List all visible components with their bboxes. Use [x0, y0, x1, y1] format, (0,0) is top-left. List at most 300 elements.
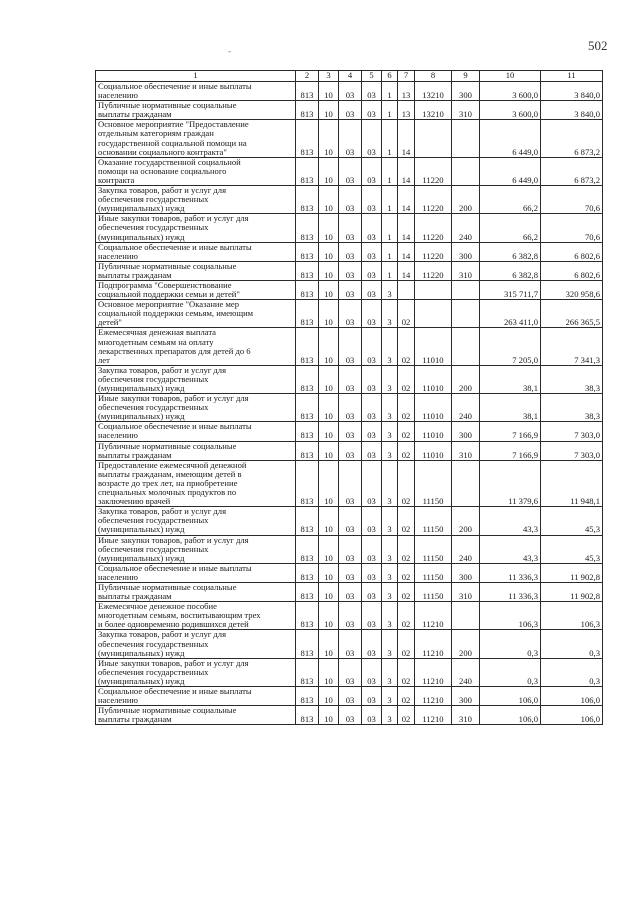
cell-c6: 3 — [382, 507, 398, 535]
cell-c9 — [452, 300, 480, 328]
cell-c7: 13 — [398, 82, 415, 101]
table-row — [96, 706, 603, 725]
cell-c10: 7 166,9 — [480, 441, 541, 460]
cell-c8 — [415, 300, 452, 328]
cell-c2: 813 — [296, 300, 319, 328]
row-name-line: (муниципальных) нужд — [98, 411, 185, 422]
row-name-cell — [96, 186, 296, 214]
cell-c6: 1 — [382, 82, 398, 101]
cell-c7: 02 — [398, 460, 415, 506]
row-name-line: (муниципальных) нужд — [98, 524, 185, 535]
row-name-line: (муниципальных) нужд — [98, 552, 185, 563]
table-row — [96, 280, 603, 299]
cell-c2: 813 — [296, 441, 319, 460]
cell-c10: 66,2 — [480, 186, 541, 214]
cell-c5: 03 — [362, 535, 382, 563]
cell-c3: 10 — [319, 82, 339, 101]
table-header-row — [96, 71, 603, 82]
table-row — [96, 535, 603, 563]
cell-c9: 200 — [452, 186, 480, 214]
cell-c8 — [415, 120, 452, 157]
row-name-line: Оказание государственной социальной — [98, 157, 241, 167]
cell-c4: 03 — [339, 602, 362, 630]
cell-c10: 7 205,0 — [480, 328, 541, 365]
cell-c7: 14 — [398, 186, 415, 214]
cell-c10: 6 382,8 — [480, 242, 541, 261]
row-name-line: обеспечения государственных — [98, 515, 209, 526]
cell-c4: 03 — [339, 460, 362, 506]
row-name-cell — [96, 394, 296, 422]
cell-c8: 11210 — [415, 687, 452, 706]
cell-c3: 10 — [319, 460, 339, 506]
cell-c8: 13210 — [415, 101, 452, 120]
cell-c10: 106,0 — [480, 687, 541, 706]
cell-c10: 3 600,0 — [480, 101, 541, 120]
cell-c5: 03 — [362, 261, 382, 280]
cell-c8: 11010 — [415, 441, 452, 460]
table-row — [96, 157, 603, 185]
cell-c6: 1 — [382, 261, 398, 280]
cell-c9 — [452, 280, 480, 299]
cell-c7: 02 — [398, 602, 415, 630]
cell-c11: 6 802,6 — [541, 242, 603, 261]
table-row — [96, 507, 603, 535]
row-name-line: населению — [98, 695, 138, 706]
cell-c4: 03 — [339, 658, 362, 686]
row-name-line: возрасте до трех лет, на приобретение — [98, 477, 238, 488]
row-name-line: Иные закупки товаров, работ и услуг для — [98, 393, 249, 404]
cell-c9 — [452, 328, 480, 365]
cell-c7: 14 — [398, 157, 415, 185]
table-row — [96, 658, 603, 686]
header-cell: 11 — [541, 71, 603, 82]
row-name-line: специальных молочных продуктов по — [98, 487, 237, 498]
row-name-line: обеспечения государственных — [98, 543, 209, 554]
cell-c2: 813 — [296, 328, 319, 365]
cell-c2: 813 — [296, 630, 319, 658]
cell-c9: 240 — [452, 394, 480, 422]
cell-c5: 03 — [362, 441, 382, 460]
table-body — [96, 82, 603, 725]
cell-c6: 3 — [382, 422, 398, 441]
cell-c4: 03 — [339, 706, 362, 725]
cell-c10: 11 336,3 — [480, 582, 541, 601]
cell-c8: 11220 — [415, 186, 452, 214]
cell-c9 — [452, 460, 480, 506]
row-name-line: Ежемесячная денежная выплата — [98, 327, 216, 338]
row-name-line: Закупка товаров, работ и услуг для — [98, 185, 227, 196]
cell-c10: 0,3 — [480, 630, 541, 658]
cell-c5: 03 — [362, 706, 382, 725]
cell-c3: 10 — [319, 101, 339, 120]
row-name-line: социальной поддержки семьям, имеющим — [98, 308, 254, 319]
cell-c7: 02 — [398, 563, 415, 582]
cell-c11: 3 840,0 — [541, 82, 603, 101]
cell-c9: 300 — [452, 563, 480, 582]
row-name-line: помощи на основание социального — [98, 165, 227, 176]
cell-c5: 03 — [362, 101, 382, 120]
cell-c4: 03 — [339, 214, 362, 242]
cell-c3: 10 — [319, 280, 339, 299]
cell-c7: 02 — [398, 300, 415, 328]
row-name-line: Ежемесячное денежное пособие — [98, 601, 217, 612]
cell-c3: 10 — [319, 157, 339, 185]
cell-c9 — [452, 120, 480, 157]
cell-c4: 03 — [339, 582, 362, 601]
cell-c9: 300 — [452, 242, 480, 261]
cell-c3: 10 — [319, 242, 339, 261]
cell-c8 — [415, 280, 452, 299]
cell-c2: 813 — [296, 120, 319, 157]
cell-c8: 11010 — [415, 394, 452, 422]
cell-c6: 3 — [382, 365, 398, 393]
row-name-line: и более одновременно родившихся детей — [98, 619, 249, 630]
cell-c3: 10 — [319, 300, 339, 328]
cell-c10: 66,2 — [480, 214, 541, 242]
row-name-line: социальной поддержки семьи и детей" — [98, 289, 240, 300]
row-name-cell — [96, 602, 296, 630]
cell-c5: 03 — [362, 214, 382, 242]
cell-c2: 813 — [296, 280, 319, 299]
cell-c6: 1 — [382, 120, 398, 157]
cell-c9: 310 — [452, 582, 480, 601]
cell-c4: 03 — [339, 280, 362, 299]
row-name-line: обеспечения государственных — [98, 222, 209, 233]
cell-c9: 240 — [452, 658, 480, 686]
row-name-line: лет — [98, 354, 110, 365]
cell-c9: 240 — [452, 214, 480, 242]
cell-c10: 11 336,3 — [480, 563, 541, 582]
cell-c5: 03 — [362, 507, 382, 535]
row-name-line: выплаты гражданам — [98, 109, 172, 120]
cell-c3: 10 — [319, 214, 339, 242]
header-cell: 8 — [415, 71, 452, 82]
cell-c9: 310 — [452, 441, 480, 460]
cell-c10: 6 449,0 — [480, 120, 541, 157]
cell-c5: 03 — [362, 658, 382, 686]
cell-c8: 11220 — [415, 242, 452, 261]
cell-c4: 03 — [339, 120, 362, 157]
cell-c11: 266 365,5 — [541, 300, 603, 328]
cell-c9: 240 — [452, 535, 480, 563]
row-name-line: Основное мероприятие "Предоставление — [98, 119, 249, 130]
cell-c6: 3 — [382, 460, 398, 506]
row-name-line: государственной социальной помощи на — [98, 137, 247, 148]
cell-c4: 03 — [339, 394, 362, 422]
cell-c8: 13210 — [415, 82, 452, 101]
cell-c7: 02 — [398, 535, 415, 563]
cell-c6: 3 — [382, 280, 398, 299]
cell-c2: 813 — [296, 82, 319, 101]
cell-c9: 310 — [452, 261, 480, 280]
cell-c10: 38,1 — [480, 365, 541, 393]
cell-c5: 03 — [362, 157, 382, 185]
cell-c4: 03 — [339, 507, 362, 535]
header-cell: 4 — [339, 71, 362, 82]
cell-c6: 3 — [382, 582, 398, 601]
cell-c9: 300 — [452, 82, 480, 101]
table-row — [96, 422, 603, 441]
cell-c6: 3 — [382, 658, 398, 686]
cell-c11: 11 902,8 — [541, 582, 603, 601]
table-row — [96, 82, 603, 101]
row-name-line: населению — [98, 571, 138, 582]
row-name-cell — [96, 120, 296, 157]
cell-c6: 3 — [382, 687, 398, 706]
row-name-line: выплаты гражданам — [98, 269, 172, 280]
cell-c3: 10 — [319, 394, 339, 422]
cell-c3: 10 — [319, 535, 339, 563]
row-name-cell — [96, 82, 296, 101]
row-name-line: Предоставление ежемесячной денежной — [98, 460, 247, 470]
row-name-cell — [96, 214, 296, 242]
cell-c2: 813 — [296, 535, 319, 563]
row-name-line: (муниципальных) нужд — [98, 203, 185, 214]
cell-c9: 200 — [452, 365, 480, 393]
cell-c7: 02 — [398, 422, 415, 441]
cell-c10: 106,0 — [480, 706, 541, 725]
cell-c7: 02 — [398, 658, 415, 686]
row-name-cell — [96, 300, 296, 328]
cell-c4: 03 — [339, 261, 362, 280]
row-name-line: обеспечения государственных — [98, 194, 209, 205]
row-name-line: (муниципальных) нужд — [98, 383, 185, 393]
cell-c7: 02 — [398, 365, 415, 393]
cell-c2: 813 — [296, 582, 319, 601]
cell-c10: 315 711,7 — [480, 280, 541, 299]
cell-c11: 106,0 — [541, 687, 603, 706]
cell-c8: 11150 — [415, 535, 452, 563]
cell-c2: 813 — [296, 101, 319, 120]
cell-c11: 6 873,2 — [541, 157, 603, 185]
cell-c4: 03 — [339, 630, 362, 658]
row-name-line: населению — [98, 250, 138, 261]
cell-c11: 6 873,2 — [541, 120, 603, 157]
row-name-cell — [96, 261, 296, 280]
cell-c3: 10 — [319, 658, 339, 686]
cell-c11: 0,3 — [541, 658, 603, 686]
cell-c7: 02 — [398, 394, 415, 422]
cell-c5: 03 — [362, 687, 382, 706]
cell-c8: 11150 — [415, 563, 452, 582]
table-row — [96, 602, 603, 630]
cell-c6: 3 — [382, 563, 398, 582]
row-name-line: многодетным семьям, воспитывающим трех — [98, 610, 261, 621]
cell-c5: 03 — [362, 422, 382, 441]
cell-c2: 813 — [296, 157, 319, 185]
cell-c3: 10 — [319, 261, 339, 280]
row-name-cell — [96, 630, 296, 658]
row-name-line: выплаты гражданам — [98, 449, 172, 460]
row-name-line: Социальное обеспечение и иные выплаты — [98, 686, 252, 696]
cell-c4: 03 — [339, 186, 362, 214]
table-row — [96, 328, 603, 365]
table-row — [96, 460, 603, 506]
row-name-line: Социальное обеспечение и иные выплаты — [98, 81, 252, 91]
row-name-cell — [96, 101, 296, 120]
cell-c5: 03 — [362, 563, 382, 582]
row-name-cell — [96, 422, 296, 441]
cell-c11: 3 840,0 — [541, 101, 603, 120]
cell-c8: 11220 — [415, 214, 452, 242]
row-name-line: Социальное обеспечение и иные выплаты — [98, 242, 252, 252]
cell-c2: 813 — [296, 460, 319, 506]
cell-c11: 38,3 — [541, 365, 603, 393]
cell-c7 — [398, 280, 415, 299]
cell-c3: 10 — [319, 365, 339, 393]
table-row — [96, 394, 603, 422]
row-name-cell — [96, 535, 296, 563]
cell-c6: 3 — [382, 441, 398, 460]
page-number: 502 — [588, 38, 608, 53]
table-row — [96, 441, 603, 460]
cell-c9 — [452, 157, 480, 185]
cell-c11: 7 341,3 — [541, 328, 603, 365]
cell-c5: 03 — [362, 582, 382, 601]
cell-c4: 03 — [339, 422, 362, 441]
cell-c5: 03 — [362, 82, 382, 101]
cell-c3: 10 — [319, 602, 339, 630]
cell-c4: 03 — [339, 563, 362, 582]
table-row — [96, 300, 603, 328]
row-name-cell — [96, 706, 296, 725]
row-name-line: многодетным семьям на оплату — [98, 336, 214, 347]
header-cell: 2 — [296, 71, 319, 82]
cell-c7: 14 — [398, 214, 415, 242]
cell-c8: 11150 — [415, 507, 452, 535]
cell-c4: 03 — [339, 687, 362, 706]
cell-c10: 11 379,6 — [480, 460, 541, 506]
row-name-cell — [96, 460, 296, 506]
cell-c11: 38,3 — [541, 394, 603, 422]
row-name-line: обеспечения государственных — [98, 666, 209, 677]
row-name-line: выплаты гражданам — [98, 591, 172, 602]
row-name-line: детей" — [98, 317, 122, 328]
cell-c6: 3 — [382, 602, 398, 630]
cell-c7: 02 — [398, 687, 415, 706]
cell-c11: 11 902,8 — [541, 563, 603, 582]
cell-c3: 10 — [319, 186, 339, 214]
cell-c7: 14 — [398, 120, 415, 157]
table-row — [96, 186, 603, 214]
cell-c4: 03 — [339, 535, 362, 563]
row-name-line: Публичные нормативные социальные — [98, 261, 237, 271]
cell-c10: 43,3 — [480, 535, 541, 563]
cell-c4: 03 — [339, 157, 362, 185]
cell-c11: 7 303,0 — [541, 441, 603, 460]
cell-c10: 38,1 — [480, 394, 541, 422]
cell-c9: 310 — [452, 706, 480, 725]
header-cell: 7 — [398, 71, 415, 82]
table-row — [96, 120, 603, 157]
cell-c3: 10 — [319, 422, 339, 441]
cell-c11: 70,6 — [541, 186, 603, 214]
cell-c3: 10 — [319, 563, 339, 582]
header-cell: 1 — [96, 71, 296, 82]
cell-c4: 03 — [339, 441, 362, 460]
row-name-line: выплаты гражданам — [98, 714, 172, 725]
cell-c8: 11210 — [415, 706, 452, 725]
cell-c7: 02 — [398, 328, 415, 365]
cell-c8: 11150 — [415, 582, 452, 601]
row-name-line: Социальное обеспечение и иные выплаты — [98, 421, 252, 432]
row-name-line: обеспечения государственных — [98, 402, 209, 413]
cell-c11: 320 958,6 — [541, 280, 603, 299]
cell-c3: 10 — [319, 687, 339, 706]
cell-c5: 03 — [362, 186, 382, 214]
cell-c8: 11010 — [415, 365, 452, 393]
table-row — [96, 365, 603, 393]
header-cell: 10 — [480, 71, 541, 82]
row-name-line: лекарственных препаратов для детей до 6 — [98, 345, 251, 356]
cell-c7: 14 — [398, 242, 415, 261]
cell-c2: 813 — [296, 261, 319, 280]
cell-c3: 10 — [319, 630, 339, 658]
cell-c9: 310 — [452, 101, 480, 120]
row-name-line: Публичные нормативные социальные — [98, 705, 237, 716]
row-name-line: населению — [98, 430, 138, 441]
cell-c6: 1 — [382, 101, 398, 120]
cell-c6: 1 — [382, 242, 398, 261]
row-name-cell — [96, 582, 296, 601]
row-name-cell — [96, 507, 296, 535]
table-row — [96, 563, 603, 582]
row-name-line: (муниципальных) нужд — [98, 231, 185, 242]
cell-c6: 1 — [382, 157, 398, 185]
row-name-cell — [96, 687, 296, 706]
row-name-cell — [96, 441, 296, 460]
cell-c10: 0,3 — [480, 658, 541, 686]
row-name-line: обеспечения государственных — [98, 638, 209, 649]
row-name-cell — [96, 328, 296, 365]
header-cell: 6 — [382, 71, 398, 82]
cell-c2: 813 — [296, 186, 319, 214]
row-name-line: Социальное обеспечение и иные выплаты — [98, 563, 252, 573]
cell-c5: 03 — [362, 602, 382, 630]
row-name-line: Закупка товаров, работ и услуг для — [98, 506, 227, 517]
row-name-line: отдельным категориям граждан — [98, 128, 214, 139]
cell-c11: 6 802,6 — [541, 261, 603, 280]
row-name-line: Иные закупки товаров, работ и услуг для — [98, 658, 249, 668]
cell-c6: 1 — [382, 214, 398, 242]
cell-c6: 3 — [382, 328, 398, 365]
row-name-cell — [96, 563, 296, 582]
cell-c8: 11010 — [415, 422, 452, 441]
table-row — [96, 687, 603, 706]
table-row — [96, 582, 603, 601]
cell-c6: 3 — [382, 300, 398, 328]
cell-c4: 03 — [339, 328, 362, 365]
cell-c11: 0,3 — [541, 630, 603, 658]
scan-mark: - — [228, 46, 231, 56]
cell-c11: 45,3 — [541, 507, 603, 535]
cell-c11: 45,3 — [541, 535, 603, 563]
cell-c3: 10 — [319, 441, 339, 460]
cell-c9: 300 — [452, 422, 480, 441]
header-cell: 3 — [319, 71, 339, 82]
cell-c10: 6 449,0 — [480, 157, 541, 185]
cell-c10: 43,3 — [480, 507, 541, 535]
row-name-line: населению — [98, 90, 138, 101]
cell-c6: 1 — [382, 186, 398, 214]
cell-c5: 03 — [362, 365, 382, 393]
cell-c10: 7 166,9 — [480, 422, 541, 441]
row-name-line: контракта — [98, 174, 135, 185]
cell-c10: 3 600,0 — [480, 82, 541, 101]
cell-c2: 813 — [296, 658, 319, 686]
cell-c2: 813 — [296, 365, 319, 393]
cell-c10: 263 411,0 — [480, 300, 541, 328]
